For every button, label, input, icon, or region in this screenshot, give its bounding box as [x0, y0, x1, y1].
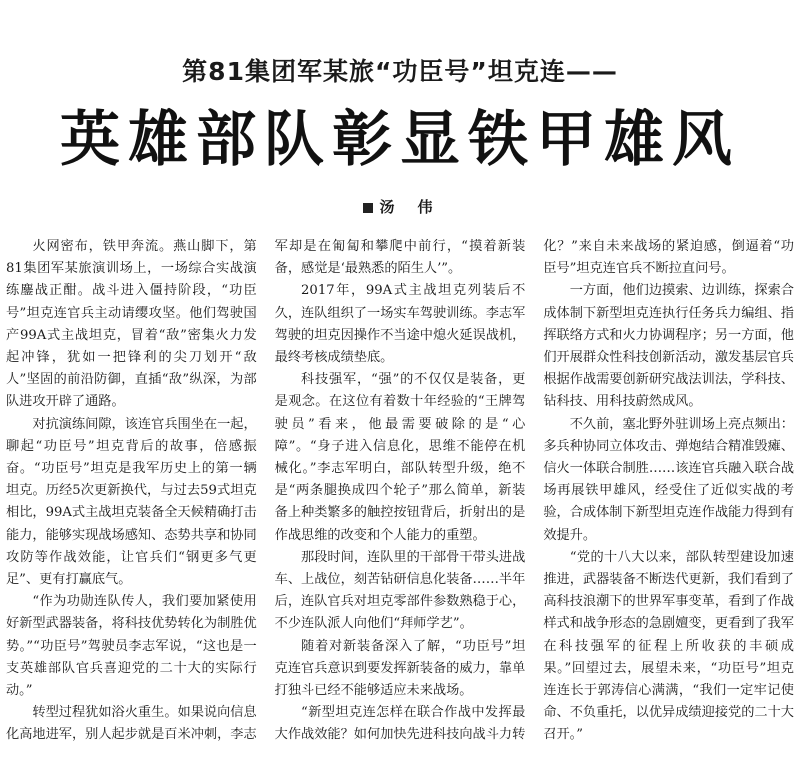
paragraph-9: “新型坦克连怎样在联合作战中发挥最大作战效能？如何加快先进科技向战斗力转化？”来自未来战场的紧迫感，倒逼着“功臣号”坦克连官兵不断拉直问号。 [274, 239, 794, 743]
paragraph-12: “党的十八大以来，部队转型建设加速推进，武器装备不断迭代更新，我们看到了高科技浪潮下的世界军事变革，看到了作战样式和战争形态的急剧嬗变，更看到了我军在科技强军的征程上所收获的丰硕成果。”回望过去，展望未来，“功臣号”坦克连连长于郭涛信心满满，“我们一定牢记使命、不负重托，以优异成绩迎接党的二十大召开。” [543, 549, 794, 743]
article-headline: 英雄部队彰显铁甲雄风 [60, 105, 740, 175]
byline-marker-icon [363, 203, 373, 213]
article-body [6, 236, 794, 770]
paragraph-11: 不久前，塞北野外驻训场上亮点频出：多兵种协同立体攻击、弹炮结合精准毁瘫、信火一体联合制胜……该连官兵融入联合战场再展铁甲雄风，经受住了近似实战的考验，合成体制下新型坦克连作战能力得到有效提升。 [543, 416, 794, 543]
paragraph-3: “作为功勋连队传人，我们要加紧使用好新型武器装备，将科技优势转化为制胜优势。”“功臣号”驾驶员李志军说，“这也是一支英雄部队官兵喜迎党的二十大的实际行动。” [6, 594, 257, 699]
byline [0, 196, 800, 217]
paragraph-2: 对抗演练间隙，该连官兵围坐在一起，聊起“功臣号”坦克背后的故事，倍感振奋。“功臣号”坦克是我军历史上的第一辆坦克。历经5次更新换代，与过去59式坦克相比，99A式主战坦克装备全天候精确打击能力，能够实现战场感知、态势共享和协同攻防等作战效能，让官兵们“钢更多气更足”、更有打赢底气。 [6, 416, 257, 588]
paragraph-5: 2017年，99A式主战坦克列装后不久，连队组织了一场实车驾驶训练。李志军驾驶的坦克因操作不当途中熄火延误战机，最终考核成绩垫底。 [274, 283, 526, 366]
paragraph-7: 那段时间，连队里的干部骨干带头进战车、上战位，刻苦钻研信息化装备……半年后，连队官兵对坦克零部件参数熟稳于心，不少连队派人向他们“拜师学艺”。 [274, 549, 526, 632]
author-name: 汤 伟 [379, 198, 437, 216]
article-subtitle: 第81集团军某旅“功臣号”坦克连—— [182, 57, 618, 86]
paragraph-10: 一方面，他们边摸索、边训练，探索合成体制下新型坦克连执行任务兵力编组、指挥联络方式和火力协调程序；另一方面，他们开展群众性科技创新活动，激发基层官兵根据作战需要创新研究战法训法，学科技、钻科技、用科技蔚然成风。 [543, 283, 794, 410]
paragraph-8: 随着对新装备深入了解，“功臣号”坦克连官兵意识到要发挥新装备的威力，靠单打独斗已经不能够适应未来战场。 [274, 638, 526, 699]
paragraph-1: 火网密布，铁甲奔流。燕山脚下，第81集团军某旅演训场上，一场综合实战演练鏖战正酣。战斗进入僵持阶段，“功臣号”坦克连官兵主动请缨攻坚。他们驾驶国产99A式主战坦克，冒着“敌”密集火力发起冲锋，犹如一把锋利的尖刀划开“敌人”坚固的前沿防御，直插“敌”纵深，为部队进攻开辟了通路。 [6, 239, 257, 410]
paragraph-6: 科技强军，“强”的不仅仅是装备，更是观念。在这位有着数十年经验的“王牌驾驶员”看来，他最需要破除的是“心障”。“身子进入信息化，思维不能停在机械化。”李志军明白，部队转型升级，绝不是“两条腿换成四个轮子”那么简单，新装备上种类繁多的触控按钮背后，折射出的是作战思维的改变和个人能力的重塑。 [274, 372, 526, 543]
paragraph-4: 转型过程犹如浴火重生。如果说向信息化高地进军，别人起步就是百米冲刺，李志军却是在匍匐和攀爬中前行，“摸着新装备，感觉是‘最熟悉的陌生人’”。 [6, 239, 526, 743]
